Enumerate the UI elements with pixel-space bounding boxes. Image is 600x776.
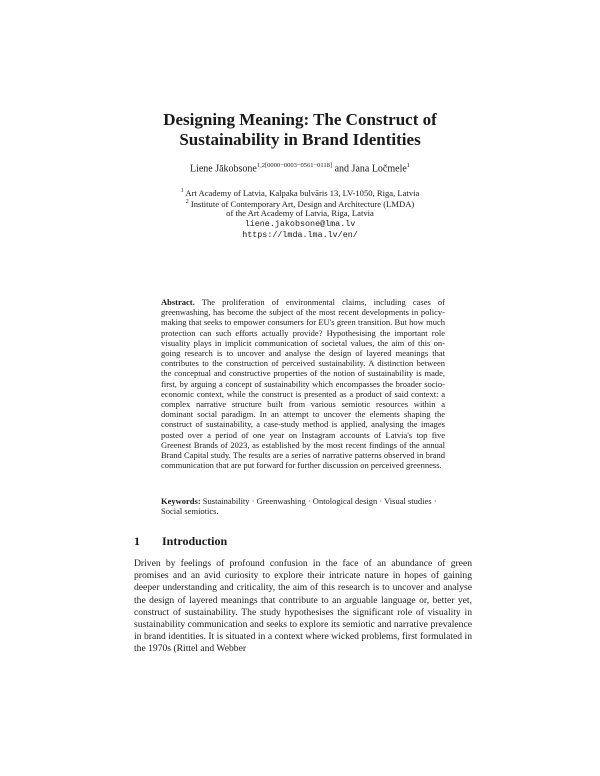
paper-title-line-2: Sustainability in Brand Identities <box>179 130 421 149</box>
keywords-label: Keywords: <box>161 496 201 506</box>
affiliation-2-cont: of the Art Academy of Latvia, Riga, Latvia <box>226 208 374 218</box>
affiliation-1-mark: 1 <box>180 188 184 194</box>
contact-email[interactable]: liene.jakobsone@lma.lv <box>244 219 356 229</box>
author-2-name: Jana Ločmele <box>351 163 407 175</box>
affiliation-1-text: Art Academy of Latvia, Kalpaka bulvāris 13, LV-1050, Riga, Latvia <box>185 187 420 198</box>
introduction-paragraph: Driven by feelings of profound confusion in the face of an abundance of green promises and an avid curiosity to explore their intricate nature in hopes of gaining deeper understanding and criticality, the aim of this research is to uncover and analyse the design of layered meanings that contribute to an arguable language or, better yet, construct of sustainability. The study hypothesises the significant role of visuality in sustainability communication and seeks to explore its semiotic and narrative prevalence in brand identities. It is situated in a context where wicked problems, first formulated in the 1970s (Rittel and Webber <box>134 558 472 655</box>
affiliation-2-mark: 2 <box>185 199 189 205</box>
abstract-label: Abstract. <box>161 297 195 307</box>
abstract <box>161 297 445 470</box>
abstract-text: The proliferation of environmental claims, including cases of greenwashing, has become the subject of the most recent developments in policy-making that seeks to empower consumers for EU's green transition. But how much protection can such efforts actually provide? Hypothesising the important role visuality plays in implicit communication of societal values, the aim of this on-going research is to uncover and analyse the design of layered meanings that contributes to the construction of perceived sustainability. A distinction between the conceptual and constructive properties of the notion of sustainability is made, first, by arguing a concept of sustainability which encompasses the broader socio-economic context, while the construct is presented as a product of said context: a complex narrative structure built from various semiotic resources within a dominant social paradigm. In an attempt to uncover the elements shaping the construct of sustainability, a case-study method is applied, analysing the images posted over a period of one year on Instagram accounts of Latvia's top five Greenest Brands of 2023, as established by the most recent findings of the annual Brand Capital study. The results are a series of narrative patterns observed in brand communication that are put forward for further discussion on perceived greenness. <box>161 297 445 471</box>
author-line <box>0 162 600 174</box>
author-2-affiliation-mark: 1 <box>406 162 411 169</box>
keywords <box>161 496 445 516</box>
author-connector: and <box>334 163 350 175</box>
section-number: 1 <box>134 534 140 548</box>
author-1-affiliation-mark: 1,2[0000−0003−0561−0118] <box>256 162 333 169</box>
affiliation-2-text: Institute of Contemporary Art, Design and Architecture (LMDA) <box>190 198 415 209</box>
section-title: Introduction <box>162 534 228 548</box>
author-1-name: Liene Jākobsone <box>189 163 257 175</box>
institute-url[interactable]: https://lmda.lma.lv/en/ <box>242 230 358 240</box>
keywords-text: Sustainability · Greenwashing · Ontological design · Visual studies · Social semiotics. <box>161 496 437 517</box>
section-heading-introduction <box>134 534 227 549</box>
paper-title-line-1: Designing Meaning: The Construct of <box>163 110 437 129</box>
